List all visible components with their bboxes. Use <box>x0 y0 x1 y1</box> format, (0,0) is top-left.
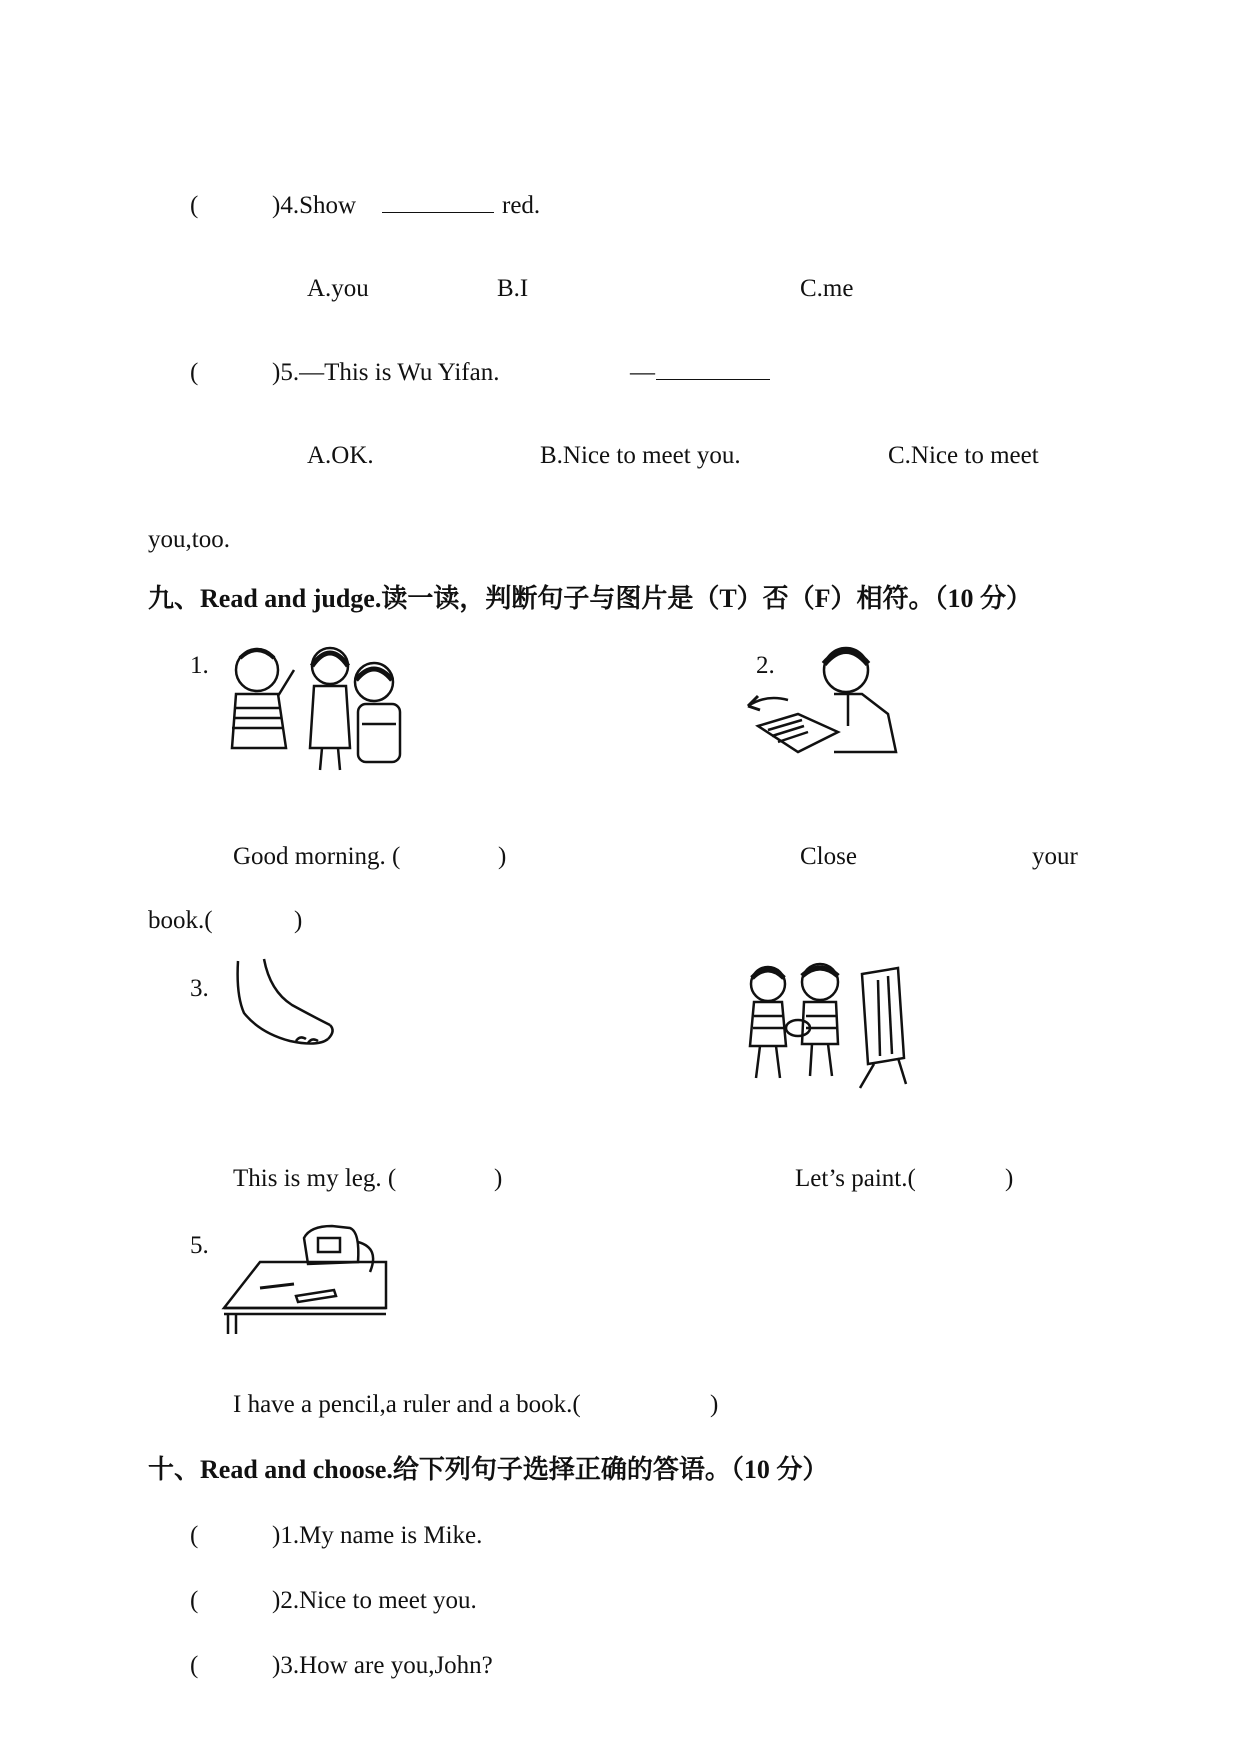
item2-number: 2. <box>756 652 775 679</box>
item2-sentence-start: Close <box>800 843 857 870</box>
choose-3-paren: ( <box>190 1652 199 1679</box>
q4-option-c: C.me <box>800 275 854 302</box>
q4-option-a: A.you <box>307 275 369 302</box>
q5-paren: ( <box>190 359 199 386</box>
q5-option-c-wrap: you,too. <box>148 526 230 553</box>
q5-option-b: B.Nice to meet you. <box>540 442 741 469</box>
q4-text: )4.Show <box>272 192 357 219</box>
children-greeting-picture <box>212 638 412 776</box>
item2-close-paren: ) <box>294 907 303 934</box>
choose-1-text: )1.My name is Mike. <box>272 1522 483 1549</box>
item5-number: 5. <box>190 1232 209 1259</box>
choose-3-text: )3.How are you,John? <box>272 1652 493 1679</box>
boy-closing-book-picture <box>738 636 908 766</box>
q4-option-b: B.I <box>497 275 529 302</box>
section10-heading: 十、Read and choose.给下列句子选择正确的答语。（10 分） <box>148 1455 829 1484</box>
item5-sentence: I have a pencil,a ruler and a book.( <box>233 1391 581 1418</box>
q5-text: )5.—This is Wu Yifan. <box>272 359 500 386</box>
item3-number: 3. <box>190 975 209 1002</box>
q4-blank[interactable] <box>382 190 494 222</box>
q5-option-c: C.Nice to meet <box>888 442 1039 469</box>
q5-blank[interactable] <box>656 357 770 389</box>
item1-number: 1. <box>190 652 209 679</box>
item4-close-paren: ) <box>1005 1165 1014 1192</box>
item1-sentence: Good morning. ( <box>233 843 401 870</box>
item2-sentence-end: your <box>1032 843 1078 870</box>
q4-paren: ( <box>190 192 199 219</box>
foot-picture <box>230 955 340 1055</box>
item4-sentence: Let’s paint.( <box>795 1165 916 1192</box>
choose-2-text: )2.Nice to meet you. <box>272 1587 477 1614</box>
item1-close-paren: ) <box>498 843 507 870</box>
item2-sentence-wrap: book.( <box>148 907 213 934</box>
item5-close-paren: ) <box>710 1391 719 1418</box>
desk-with-bag-picture <box>220 1222 390 1337</box>
q5-option-a: A.OK. <box>307 442 374 469</box>
section9-heading: 九、Read and judge.读一读，判断句子与图片是（T）否（F）相符。（10 分） <box>148 584 1033 613</box>
choose-2-paren: ( <box>190 1587 199 1614</box>
q4-tail: red. <box>502 192 541 219</box>
choose-1-paren: ( <box>190 1522 199 1549</box>
q5-dash: — <box>630 359 655 386</box>
children-painting-picture <box>738 960 913 1090</box>
item3-sentence: This is my leg. ( <box>233 1165 397 1192</box>
item3-close-paren: ) <box>494 1165 503 1192</box>
